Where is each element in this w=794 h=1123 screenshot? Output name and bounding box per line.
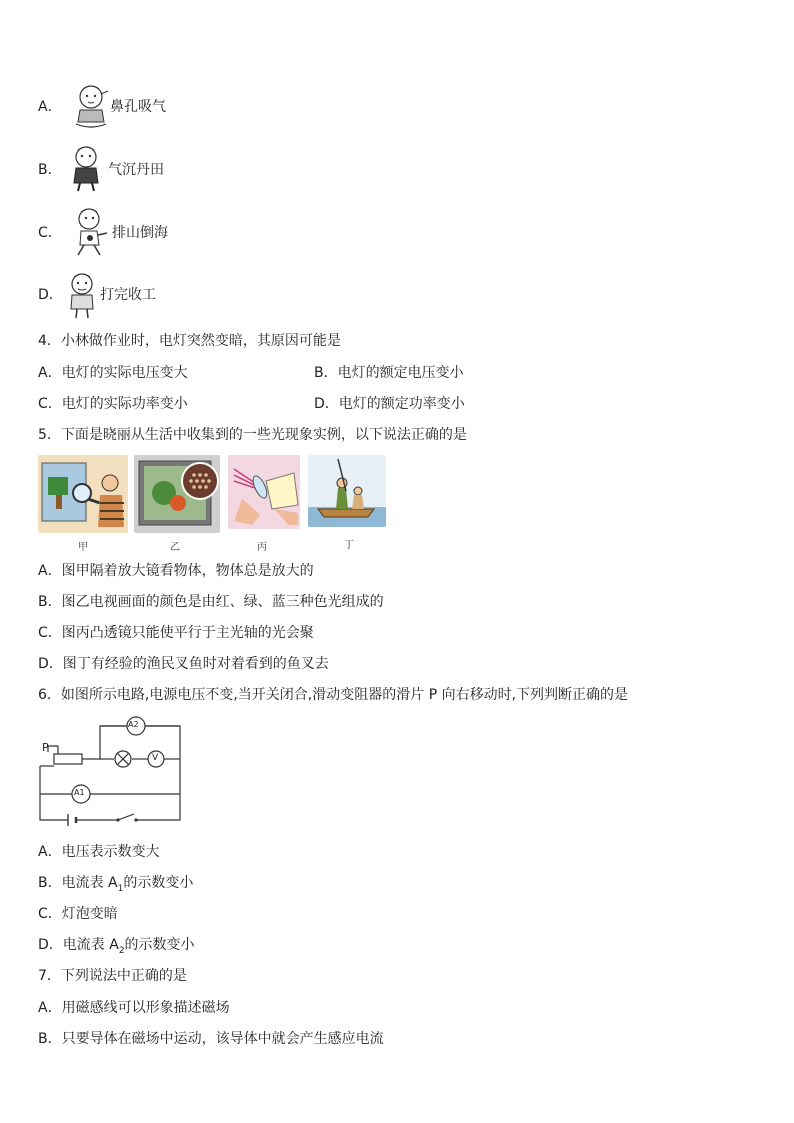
q7-stem: 7．下列说法中正确的是 xyxy=(38,968,187,984)
cartoon-finished-icon xyxy=(64,272,100,320)
q5-option-a: A．图甲隔着放大镜看物体，物体总是放大的 xyxy=(38,563,314,579)
q5-option-b: B．图乙电视画面的颜色是由红、绿、蓝三种色光组成的 xyxy=(38,594,384,610)
caption-jia: 甲 xyxy=(78,542,88,553)
slider-p-label: P xyxy=(42,741,49,754)
photo-television xyxy=(134,455,220,533)
photo-convex-lens xyxy=(228,455,300,529)
option-text: 气沉丹田 xyxy=(108,162,164,178)
q6-option-a: A．电压表示数变大 xyxy=(38,844,160,860)
q4-option-b: B．电灯的额定电压变小 xyxy=(314,365,464,381)
q4-option-a: A．电灯的实际电压变大 xyxy=(38,365,188,381)
circuit-diagram xyxy=(36,716,186,828)
q6-option-b: B．电流表 $A_1$的示数变小 xyxy=(38,875,194,894)
photo-magnifier xyxy=(38,455,128,533)
option-text: 打完收工 xyxy=(100,287,156,303)
caption-yi: 乙 xyxy=(170,542,180,553)
q6-option-c: C．灯泡变暗 xyxy=(38,906,118,922)
q5-stem: 5．下面是晓丽从生活中收集到的一些光现象实例，以下说法正确的是 xyxy=(38,427,467,443)
q6-stem: 6．如图所示电路,电源电压不变,当开关闭合,滑动变阻器的滑片 P 向右移动时,下列判断正确的是 xyxy=(38,687,629,703)
q7-option-a: A．用磁感线可以形象描述磁场 xyxy=(38,1000,230,1016)
option-text: 鼻孔吸气 xyxy=(110,99,166,115)
option-letter: A． xyxy=(38,99,62,115)
q6-option-d: D．电流表 $A_2$的示数变小 xyxy=(38,937,195,956)
option-letter: B． xyxy=(38,162,62,178)
ammeter-a2-label: A2 xyxy=(128,720,139,729)
q5-option-d: D．图丁有经验的渔民叉鱼时对着看到的鱼叉去 xyxy=(38,656,329,672)
option-text: 排山倒海 xyxy=(112,225,168,241)
option-letter: D． xyxy=(38,287,63,303)
photo-fisherman xyxy=(308,455,386,527)
q7-option-b: B．只要导体在磁场中运动，该导体中就会产生感应电流 xyxy=(38,1031,384,1047)
caption-bing: 丙 xyxy=(257,542,267,553)
caption-ding: 丁 xyxy=(344,540,354,551)
option-letter: C． xyxy=(38,225,62,241)
cartoon-pushing-icon xyxy=(72,207,110,259)
q5-option-c: C．图丙凸透镜只能使平行于主光轴的光会聚 xyxy=(38,625,314,641)
cartoon-standing-icon xyxy=(68,145,104,193)
q4-option-d: D．电灯的额定功率变小 xyxy=(314,396,465,412)
ammeter-a1-label: A1 xyxy=(74,788,85,797)
voltmeter-label: V xyxy=(152,753,159,763)
q4-option-c: C．电灯的实际功率变小 xyxy=(38,396,188,412)
q4-stem: 4．小林做作业时，电灯突然变暗，其原因可能是 xyxy=(38,333,341,349)
cartoon-breathing-icon xyxy=(72,84,110,130)
